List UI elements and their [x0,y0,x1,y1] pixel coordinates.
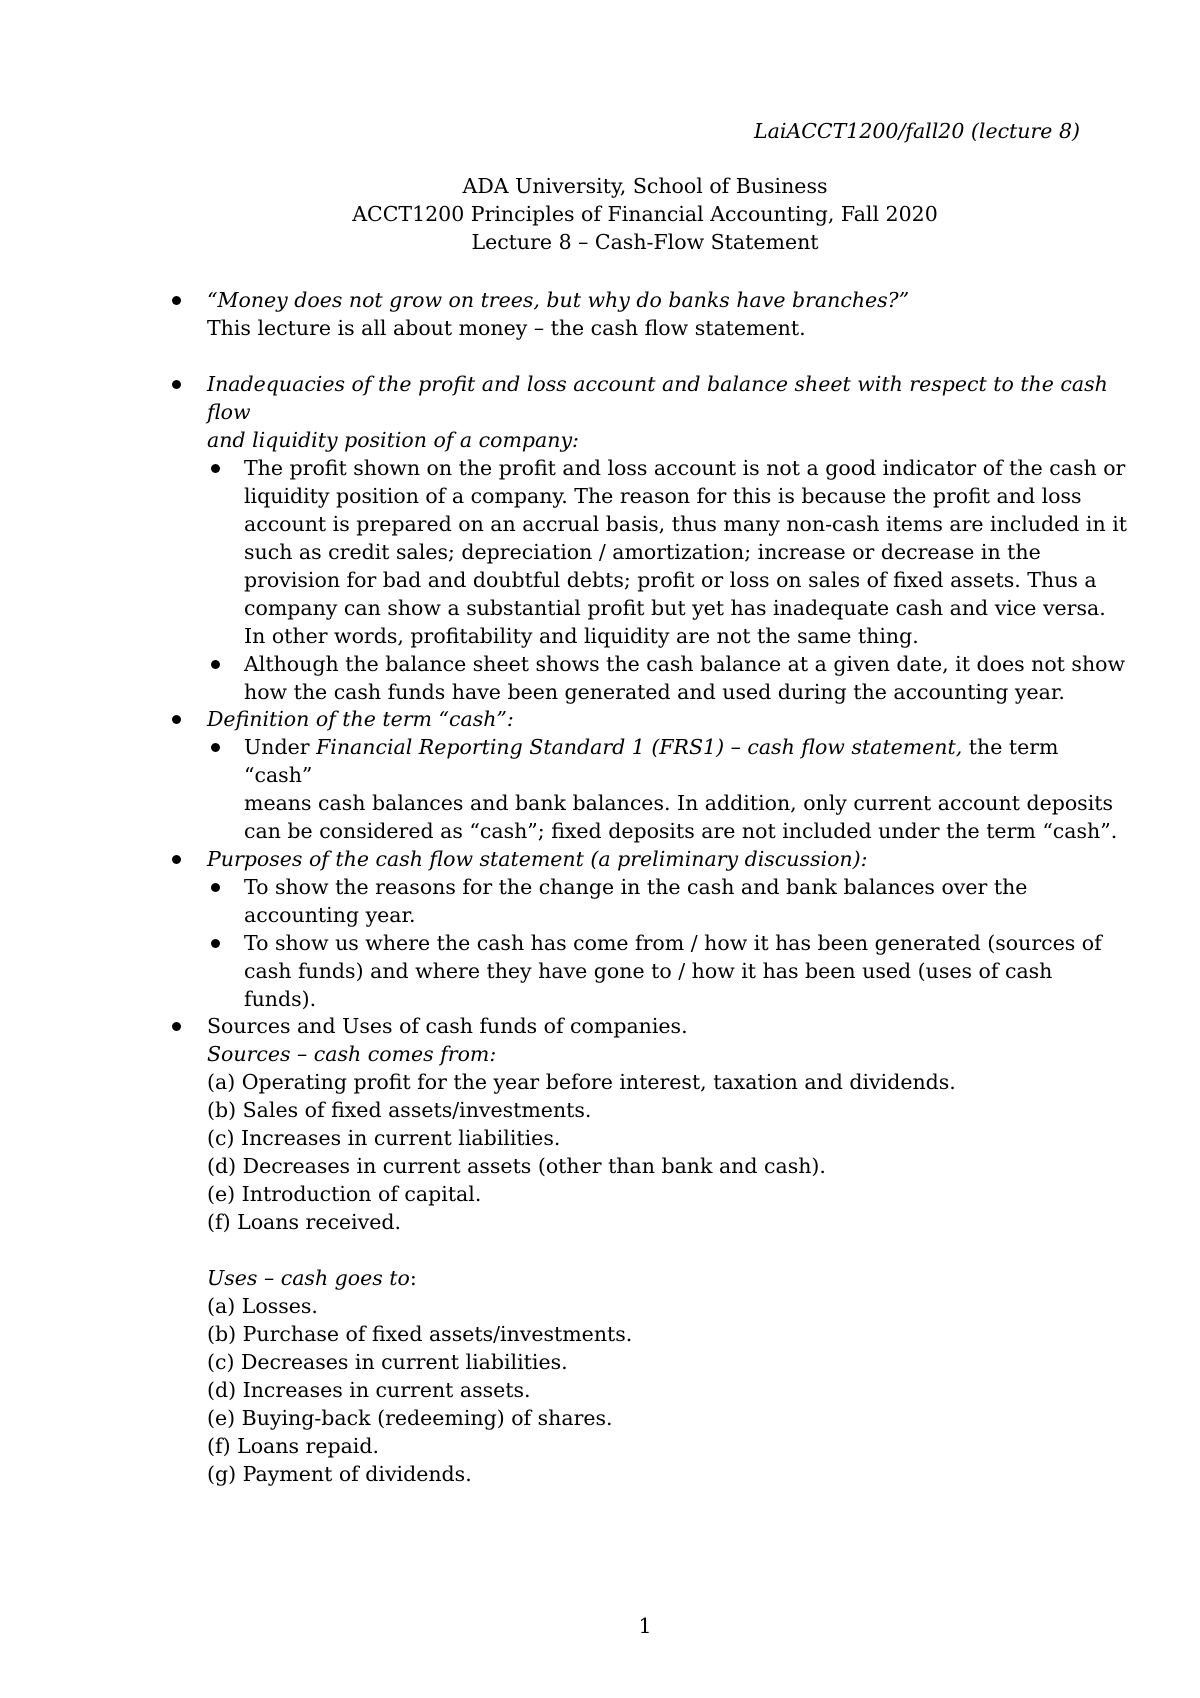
text-line: provision for bad and doubtful debts; profit or loss on sales of fixed assets. Thus a [244,568,1097,592]
sources-heading: Sources – cash comes from: [207,1042,497,1066]
text-line: can be considered as “cash”; fixed deposits are not included under the term “cash”. [244,819,1118,843]
text-line: To show us where the cash has come from / how it has been generated (sources of [244,931,1102,955]
frs1-reference: Financial Reporting Standard 1 (FRS1) – cash flow statement, [316,735,963,759]
list-item: (a) Losses. [207,1294,318,1318]
text-line: cash funds) and where they have gone to / how it has been used (uses of cash funds). [244,959,1053,1011]
running-header: LaiACCT1200/fall20 (lecture 8) [754,119,1080,143]
list-item: (a) Operating profit for the year before interest, taxation and dividends. [207,1070,956,1094]
sub-bullet-icon [211,883,220,892]
title-institution: ADA University, School of Business [462,174,828,198]
text-line: such as credit sales; depreciation / amortization; increase or decrease in the [244,540,1041,564]
section-money-quote [207,286,1127,342]
title-block [0,172,1200,256]
list-item: (f) Loans received. [207,1210,401,1234]
list-item: (e) Buying-back (redeeming) of shares. [207,1406,613,1430]
page-number: 1 [638,1614,652,1638]
bullet-icon [172,1022,181,1031]
uses-heading: Uses – cash goes to [207,1266,410,1290]
title-lecture: Lecture 8 – Cash-Flow Statement [471,230,819,254]
section-sources-and-uses [207,1012,1127,1488]
text-line: accounting year. [244,903,416,927]
sub-bullet-balance-sheet [207,650,1127,706]
section-heading: Inadequacies of the profit and loss account and balance sheet with respect to the cash flow [207,372,1108,424]
section-heading: and liquidity position of a company: [207,428,579,452]
list-item: (d) Increases in current assets. [207,1378,531,1402]
list-item: (g) Payment of dividends. [207,1462,472,1486]
sub-bullet-icon [211,660,220,669]
list-item: (c) Increases in current liabilities. [207,1126,561,1150]
text-line: Although the balance sheet shows the cash balance at a given date, it does not show [244,652,1126,676]
bullet-icon [172,715,181,724]
text-line: To show the reasons for the change in the cash and bank balances over the [244,875,1028,899]
uses-heading-line [207,1264,1127,1292]
section-heading: Purposes of the cash flow statement (a preliminary discussion): [207,847,868,871]
sub-bullet-icon [211,939,220,948]
bullet-icon [172,296,181,305]
text-line: how the cash funds have been generated and used during the accounting year. [244,680,1065,704]
text-line [244,733,1127,789]
list-item: (e) Introduction of capital. [207,1182,482,1206]
title-course: ACCT1200 Principles of Financial Accounting, Fall 2020 [352,202,938,226]
uses-heading-colon: : [409,1266,417,1290]
bullet-icon [172,855,181,864]
text-prefix: Under [244,735,317,759]
text-line: account is prepared on an accrual basis, thus many non-cash items are included in it [244,512,1128,536]
text-line: means cash balances and bank balances. In addition, only current account deposits [244,791,1114,815]
list-item: (b) Purchase of fixed assets/investments. [207,1322,633,1346]
list-item: (c) Decreases in current liabilities. [207,1350,568,1374]
text-suffix: the term “cash” [244,735,1059,787]
text-line: In other words, profitability and liquidity are not the same thing. [244,624,919,648]
intro-text: This lecture is all about money – the cash flow statement. [207,316,806,340]
quote-text: “Money does not grow on trees, but why do banks have branches?” [207,288,910,312]
list-item: (f) Loans repaid. [207,1434,379,1458]
bullet-icon [172,380,181,389]
text-line: The profit shown on the profit and loss account is not a good indicator of the cash or [244,456,1126,480]
section-definition-cash [207,705,1127,845]
list-item: (b) Sales of fixed assets/investments. [207,1098,592,1122]
section-intro: Sources and Uses of cash funds of companies. [207,1014,688,1038]
text-line: company can show a substantial profit but yet has inadequate cash and vice versa. [244,596,1106,620]
text-line: liquidity position of a company. The reason for this is because the profit and loss [244,484,1082,508]
section-inadequacies [207,370,1127,706]
sub-bullet-sources-uses [207,929,1127,1013]
section-purposes [207,845,1127,1013]
sub-bullet-icon [211,464,220,473]
section-heading: Definition of the term “cash”: [207,707,514,731]
list-item: (d) Decreases in current assets (other than bank and cash). [207,1154,826,1178]
sub-bullet-profit [207,454,1127,650]
sub-bullet-reasons [207,873,1127,929]
sub-bullet-frs1 [207,733,1127,845]
sub-bullet-icon [211,743,220,752]
